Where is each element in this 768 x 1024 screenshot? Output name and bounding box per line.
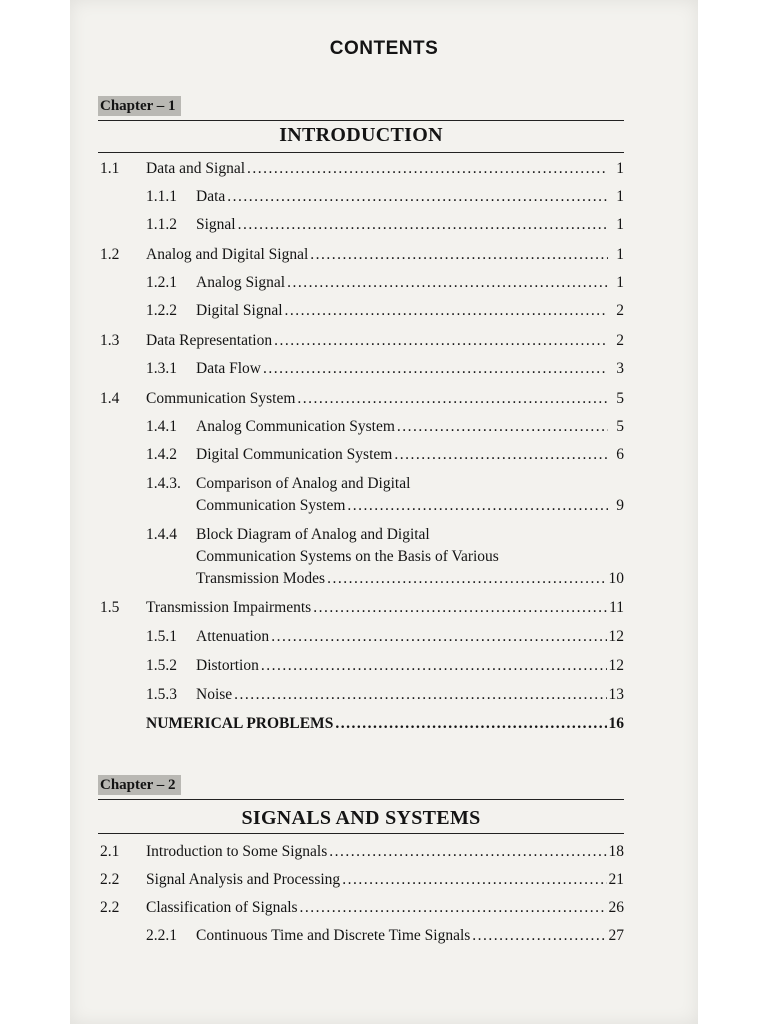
section-number: 1.3 xyxy=(100,332,120,349)
leader-dots xyxy=(261,655,607,677)
leader-dots xyxy=(313,597,607,619)
section-number: 2.1 xyxy=(100,843,120,860)
section-number: 1.5.3 xyxy=(146,686,177,703)
section-number: 2.2 xyxy=(100,871,120,888)
section-title: Transmission Modes xyxy=(196,570,326,587)
page-number: 11 xyxy=(609,599,624,616)
section-number: 1.4 xyxy=(100,390,120,407)
page-number: 16 xyxy=(608,715,624,732)
chapter-heading: INTRODUCTION xyxy=(279,124,443,146)
chapter-heading: SIGNALS AND SYSTEMS xyxy=(241,807,481,829)
section-title: Digital Communication System xyxy=(196,446,393,463)
leader-dots xyxy=(234,684,606,706)
leader-dots xyxy=(285,300,608,322)
section-number: 1.1.1 xyxy=(146,188,177,205)
section-title: Attenuation xyxy=(196,628,270,645)
section-title: Signal Analysis and Processing xyxy=(146,871,341,888)
leader-dots xyxy=(274,330,608,352)
leader-dots xyxy=(347,495,608,517)
page-number: 21 xyxy=(608,871,624,888)
section-number: 1.2 xyxy=(100,246,120,263)
page-number: 12 xyxy=(608,657,624,674)
leader-dots xyxy=(329,841,606,863)
page-number: 3 xyxy=(616,360,624,377)
section-title: Continuous Time and Discrete Time Signals xyxy=(196,927,471,944)
page-number: 6 xyxy=(616,446,624,463)
section-title-line: Comparison of Analog and Digital xyxy=(196,475,411,492)
leader-dots xyxy=(300,897,607,919)
page-title: CONTENTS xyxy=(329,38,439,59)
leader-dots xyxy=(287,272,608,294)
leader-dots xyxy=(271,626,606,648)
section-number: 1.1 xyxy=(100,160,120,177)
page-number: 12 xyxy=(608,628,624,645)
page-number: 2 xyxy=(616,302,624,319)
leader-dots xyxy=(472,925,606,947)
chapter-tag: Chapter – 1 xyxy=(98,96,181,116)
section-title: Data and Signal xyxy=(146,160,246,177)
chapter-tag: Chapter – 2 xyxy=(98,775,181,795)
leader-dots xyxy=(310,244,608,266)
section-number: 1.3.1 xyxy=(146,360,177,377)
section-title: Data Representation xyxy=(146,332,273,349)
section-title: Analog Communication System xyxy=(196,418,395,435)
section-title: Introduction to Some Signals xyxy=(146,843,328,860)
section-title: Signal xyxy=(196,216,236,233)
page-number: 1 xyxy=(616,160,624,177)
leader-dots xyxy=(297,388,608,410)
section-number: 1.5.2 xyxy=(146,657,177,674)
section-title: Data xyxy=(196,188,226,205)
chapter-1 xyxy=(98,96,624,746)
section-number: 1.2.1 xyxy=(146,274,177,291)
chapter-2 xyxy=(98,775,624,955)
section-title: Digital Signal xyxy=(196,302,283,319)
page-number: 1 xyxy=(616,246,624,263)
page-number: 10 xyxy=(608,570,624,587)
section-number: 1.5.1 xyxy=(146,628,177,645)
section-number: 1.4.1 xyxy=(146,418,177,435)
toc-entry-1-4-3[interactable] xyxy=(98,473,624,519)
leader-dots xyxy=(342,869,606,891)
section-number: 1.4.3. xyxy=(146,475,181,492)
leader-dots xyxy=(238,214,608,236)
section-number: 1.4.4 xyxy=(146,526,177,543)
leader-dots xyxy=(327,568,606,590)
page-number: 26 xyxy=(608,899,624,916)
section-title: Noise xyxy=(196,686,233,703)
section-title-line: Communication Systems on the Basis of Various xyxy=(196,548,499,565)
page-number: 5 xyxy=(616,418,624,435)
leader-dots xyxy=(247,158,608,180)
page-number: 1 xyxy=(616,188,624,205)
leader-dots xyxy=(397,416,608,438)
divider xyxy=(98,799,624,800)
section-number: 1.4.2 xyxy=(146,446,177,463)
divider xyxy=(98,152,624,153)
section-title: Analog Signal xyxy=(196,274,286,291)
divider xyxy=(98,120,624,121)
toc-entry-1-4-4[interactable] xyxy=(98,524,624,592)
page-number: 1 xyxy=(616,274,624,291)
section-number: 2.2.1 xyxy=(146,927,177,944)
leader-dots xyxy=(335,713,606,735)
leader-dots xyxy=(394,444,608,466)
section-title: Transmission Impairments xyxy=(146,599,312,616)
section-title: Data Flow xyxy=(196,360,262,377)
section-title: Communication System xyxy=(196,497,346,514)
section-title: Classification of Signals xyxy=(146,899,298,916)
section-title-line: Block Diagram of Analog and Digital xyxy=(196,526,430,543)
section-number: 2.2 xyxy=(100,899,120,916)
leader-dots xyxy=(227,186,608,208)
section-title: Distortion xyxy=(196,657,259,674)
section-title: NUMERICAL PROBLEMS xyxy=(146,715,334,732)
section-number: 1.5 xyxy=(100,599,120,616)
section-number: 1.1.2 xyxy=(146,216,177,233)
page-number: 18 xyxy=(608,843,624,860)
leader-dots xyxy=(263,358,608,380)
page-number: 1 xyxy=(616,216,624,233)
page-number: 5 xyxy=(616,390,624,407)
section-number: 1.2.2 xyxy=(146,302,177,319)
section-title: Communication System xyxy=(146,390,296,407)
page-number: 13 xyxy=(608,686,624,703)
divider xyxy=(98,833,624,834)
section-title: Analog and Digital Signal xyxy=(146,246,309,263)
page-number: 27 xyxy=(608,927,624,944)
page-number: 9 xyxy=(616,497,624,514)
page-number: 2 xyxy=(616,332,624,349)
